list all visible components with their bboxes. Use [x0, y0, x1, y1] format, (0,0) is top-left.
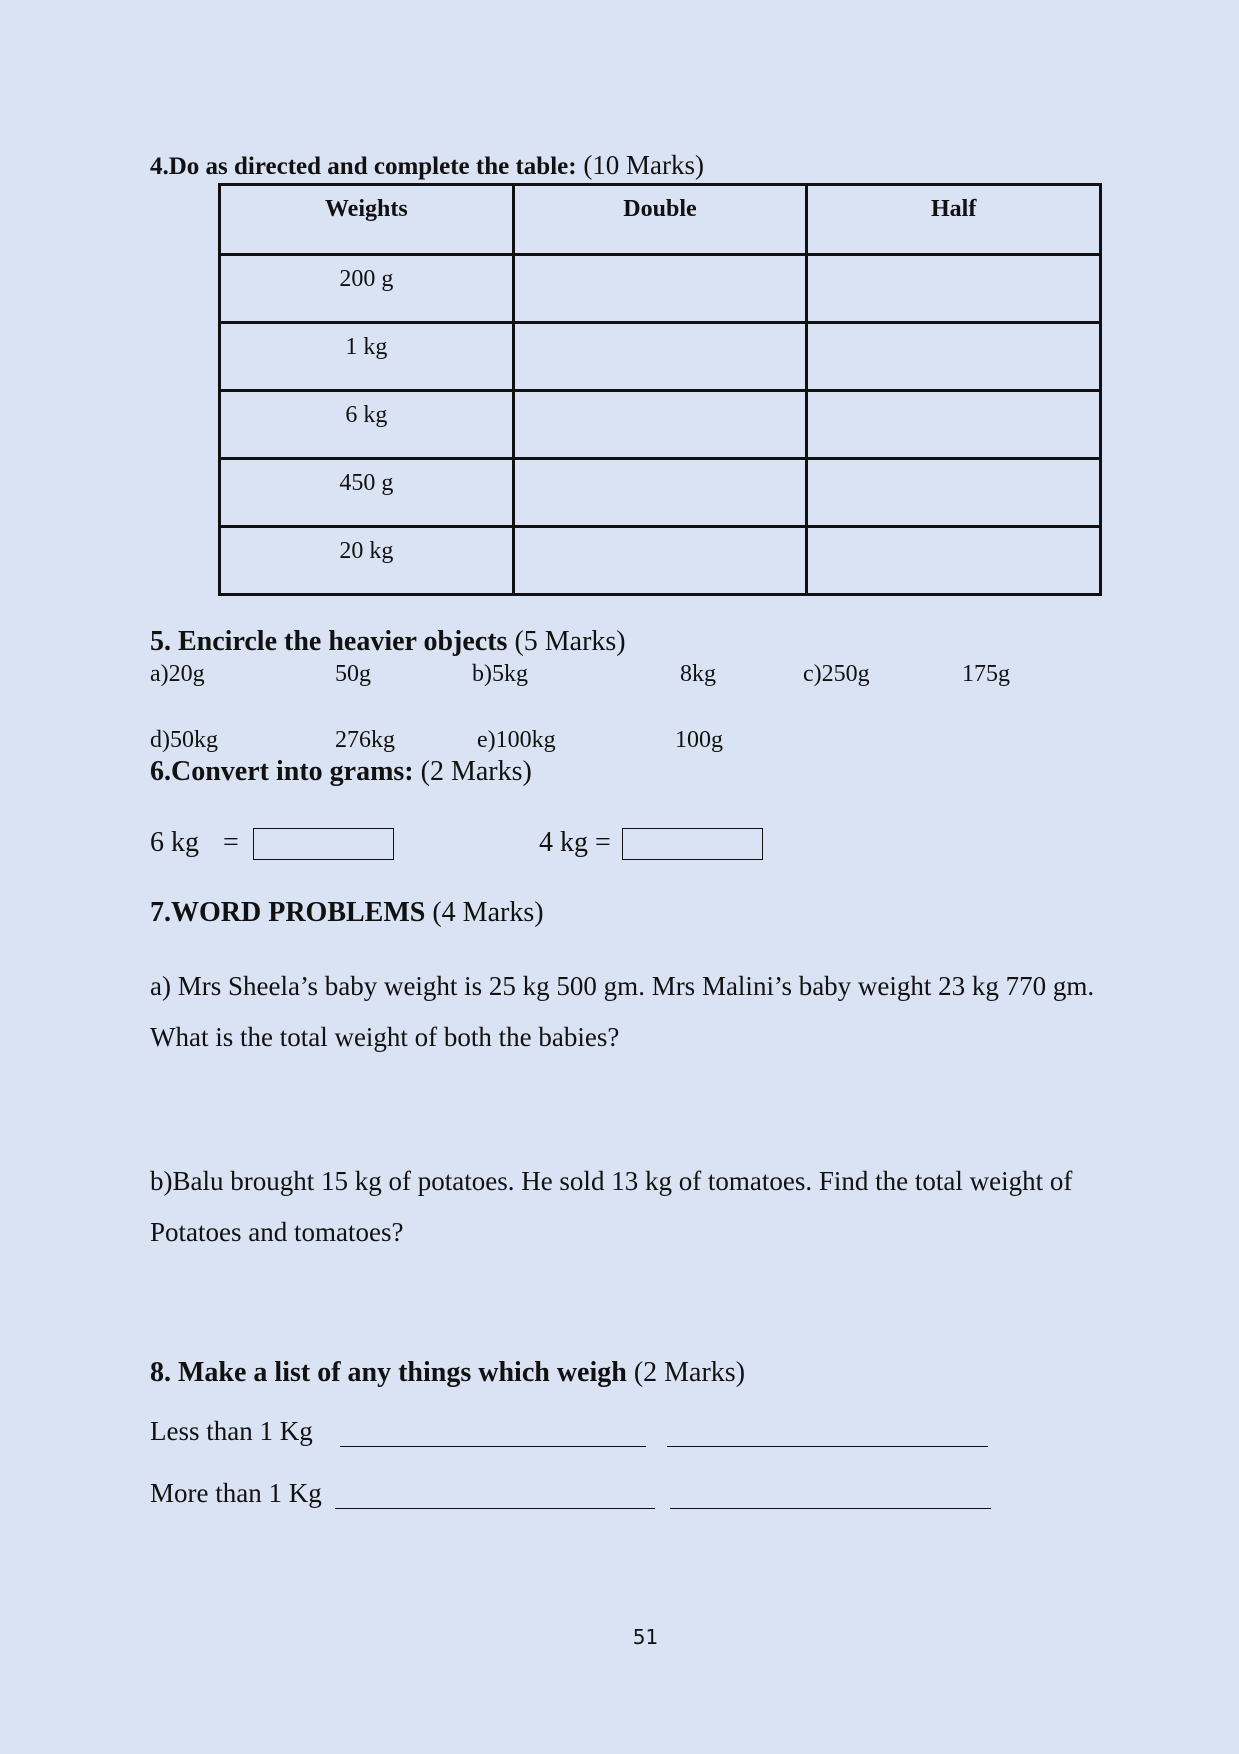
more-than-answer-line-2[interactable]: [670, 1508, 991, 1509]
half-answer-cell[interactable]: [807, 527, 1101, 595]
option-b-second[interactable]: 8kg: [680, 661, 716, 687]
convert-left-equals: =: [223, 827, 239, 858]
table-row: [220, 459, 1101, 527]
less-than-answer-line-1[interactable]: [340, 1446, 646, 1447]
question-7-heading: [150, 897, 544, 929]
less-than-label: Less than 1 Kg: [150, 1416, 313, 1446]
option-e-first[interactable]: e)100kg: [477, 727, 556, 753]
half-answer-cell[interactable]: [807, 459, 1101, 527]
question-5-marks: (5 Marks): [507, 626, 626, 657]
option-a-second[interactable]: 50g: [335, 661, 371, 687]
question-6-marks: (2 Marks): [413, 756, 532, 787]
table-row: [220, 527, 1101, 595]
convert-left-label: 6 kg: [150, 827, 199, 858]
weight-cell: 1 kg: [220, 323, 514, 391]
question-8-title: 8. Make a list of any things which weigh: [150, 1357, 627, 1388]
weight-cell: 20 kg: [220, 527, 514, 595]
question-4-heading: [150, 150, 704, 181]
question-5-heading: [150, 626, 626, 658]
half-answer-cell[interactable]: [807, 323, 1101, 391]
question-6-heading: [150, 756, 532, 788]
question-6-title: 6.Convert into grams:: [150, 756, 414, 787]
weight-cell: 6 kg: [220, 391, 514, 459]
option-b-first[interactable]: b)5kg: [472, 661, 528, 687]
question-8-marks: (2 Marks): [626, 1357, 746, 1388]
option-c-first[interactable]: c)250g: [803, 661, 870, 687]
table-row: [220, 255, 1101, 323]
page-number: 51: [632, 1625, 659, 1649]
double-answer-cell[interactable]: [513, 527, 807, 595]
table-header-row: [220, 185, 1101, 255]
question-4-marks: (10 Marks): [576, 150, 705, 180]
question-8-heading: [150, 1357, 745, 1389]
double-answer-cell[interactable]: [513, 459, 807, 527]
half-answer-cell[interactable]: [807, 391, 1101, 459]
convert-6kg-answer-box[interactable]: [253, 828, 394, 860]
weights-table: [218, 183, 1102, 596]
header-half: Half: [807, 185, 1101, 255]
header-double: Double: [513, 185, 807, 255]
question-4-title: 4.Do as directed and complete the table:: [150, 153, 577, 180]
less-than-answer-line-2[interactable]: [667, 1446, 988, 1447]
convert-right-label: 4 kg =: [539, 827, 611, 858]
question-7-marks: (4 Marks): [425, 897, 544, 928]
question-7-title: 7.WORD PROBLEMS: [150, 897, 426, 928]
option-e-second[interactable]: 100g: [675, 727, 723, 753]
option-d-second[interactable]: 276kg: [335, 727, 395, 753]
more-than-answer-line-1[interactable]: [335, 1508, 655, 1509]
word-problem-b: b)Balu brought 15 kg of potatoes. He sold 13 kg of tomatoes. Find the total weight of Potatoes and tomatoes?: [150, 1166, 1073, 1247]
more-than-label: More than 1 Kg: [150, 1478, 322, 1508]
option-a-first[interactable]: a)20g: [150, 661, 205, 687]
convert-4kg-answer-box[interactable]: [622, 828, 763, 860]
option-c-second[interactable]: 175g: [962, 661, 1010, 687]
weight-cell: 200 g: [220, 255, 514, 323]
weight-cell: 450 g: [220, 459, 514, 527]
table-row: [220, 323, 1101, 391]
question-5-title: 5. Encircle the heavier objects: [150, 626, 508, 657]
word-problem-a: a) Mrs Sheela’s baby weight is 25 kg 500 gm. Mrs Malini’s baby weight 23 kg 770 gm. What is the total weight of both the babies?: [150, 971, 1095, 1052]
header-weights: Weights: [220, 185, 514, 255]
double-answer-cell[interactable]: [513, 323, 807, 391]
double-answer-cell[interactable]: [513, 255, 807, 323]
table-row: [220, 391, 1101, 459]
double-answer-cell[interactable]: [513, 391, 807, 459]
option-d-first[interactable]: d)50kg: [150, 727, 218, 753]
half-answer-cell[interactable]: [807, 255, 1101, 323]
